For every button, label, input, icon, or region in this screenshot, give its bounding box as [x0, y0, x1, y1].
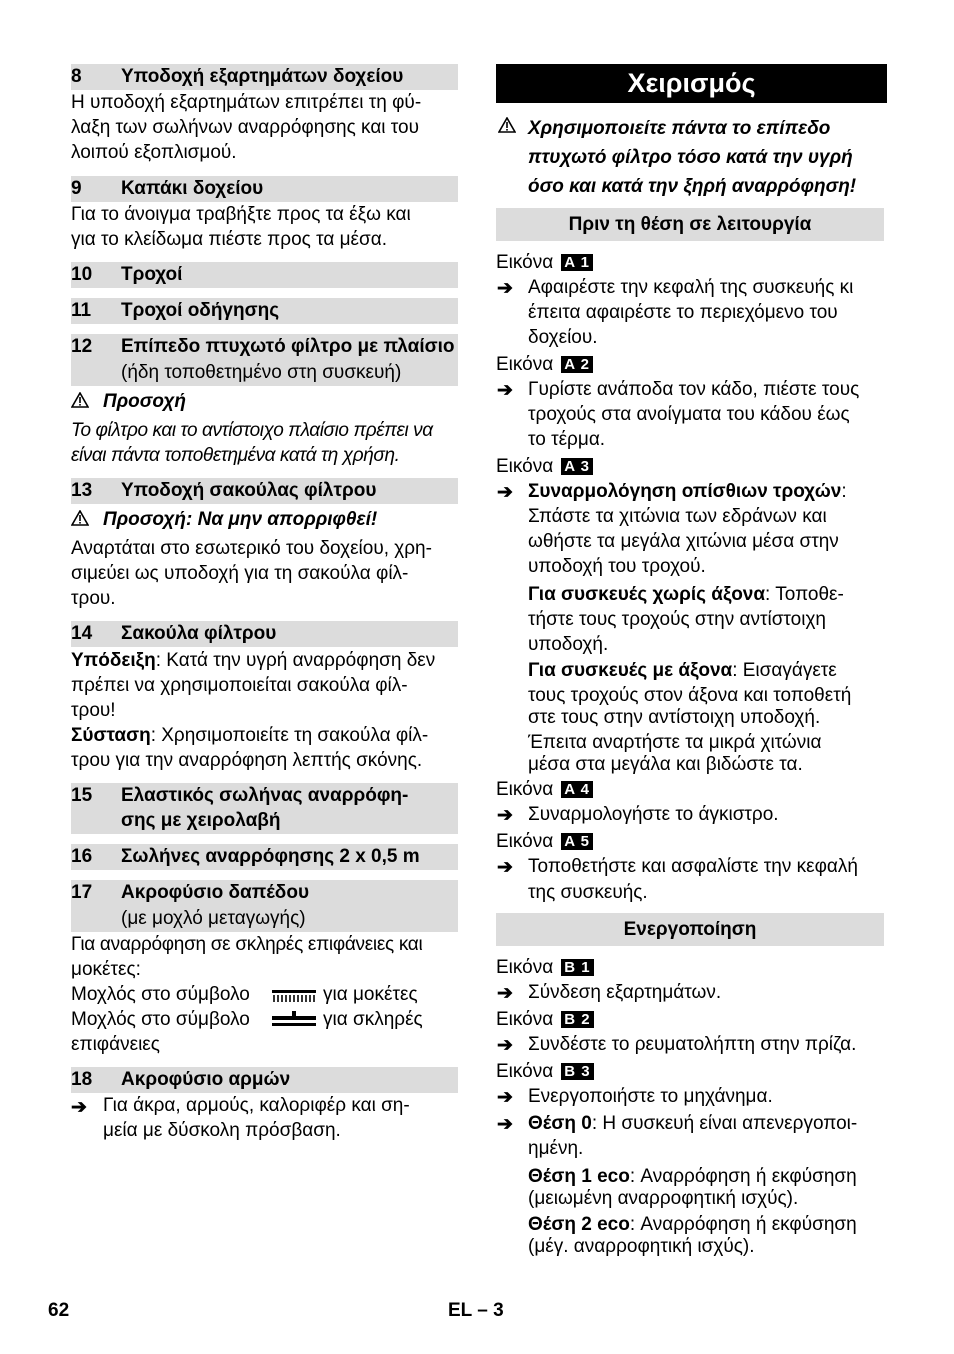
figure-ref: [496, 955, 594, 980]
text-line: Συνδέστε το ρευματολήπτη στην πρίζα.: [528, 1034, 857, 1055]
position-label: Θέση 0: [528, 1113, 592, 1134]
warning-icon: [71, 510, 89, 526]
arrow-right-icon: ➔: [497, 1114, 513, 1135]
figure-badge: B 3: [561, 1063, 593, 1080]
arrow-right-icon: ➔: [497, 983, 513, 1004]
text-line: λαξη των σωλήνων αναρρόφησης και του: [71, 117, 419, 138]
section-title: Σακούλα φίλτρου: [121, 623, 277, 644]
section-subtitle: (ήδη τοποθετημένο στη συσκευή): [121, 362, 402, 383]
section-8-header: [71, 64, 458, 90]
section-number: 17: [71, 882, 93, 903]
section-title: Τροχοί: [121, 264, 183, 285]
text-line: Για άκρα, αρμούς, καλοριφέρ και ση-: [103, 1095, 410, 1116]
text-line: Αφαιρέστε την κεφαλή της συσκευής κι: [528, 277, 854, 298]
warning-text: όσο και κατά την ξηρή αναρρόφηση!: [528, 176, 857, 197]
figure-label: Εικόνα: [496, 1009, 554, 1030]
figure-ref: [496, 454, 593, 479]
section-10-header: [71, 262, 458, 288]
section-number: 14: [71, 623, 93, 644]
warning-label: Προσοχή: Να μην απορριφθεί!: [103, 509, 378, 530]
text-line: Ενεργοποιήστε το μηχάνημα.: [528, 1086, 773, 1107]
figure-ref: [496, 352, 593, 377]
text-line: της συσκευής.: [528, 882, 648, 903]
figure-ref: [496, 777, 593, 802]
figure-badge: A 5: [561, 833, 593, 850]
text-line: τρου για την αναρρόφηση λεπτής σκόνης.: [71, 750, 423, 771]
hint-text: : Κατά την υγρή αναρρόφηση δεν: [155, 650, 436, 671]
text-line: στε τους στην αντίστοιχη υποδοχή.: [528, 707, 821, 728]
figure-label: Εικόνα: [496, 779, 554, 800]
figure-ref: [496, 1007, 594, 1032]
text-line: Για το άνοιγμα τραβήξτε προς τα έξω και: [71, 204, 411, 225]
section-subtitle: (με μοχλό μεταγωγής): [121, 908, 306, 929]
section-number: 8: [71, 66, 82, 87]
page-title: Χειρισμός: [496, 64, 887, 103]
warning-text: πτυχωτό φίλτρο τόσο κατά την υγρή: [528, 147, 853, 168]
figure-label: Εικόνα: [496, 456, 554, 477]
text-line: τους τροχούς στον άξονα και τοποθετή: [528, 685, 852, 706]
text-line: ημένη.: [528, 1138, 584, 1159]
figure-badge: B 1: [561, 959, 593, 976]
colon: :: [841, 481, 847, 502]
text-line: λοιπού εξοπλισμού.: [71, 142, 237, 163]
text-line: τήστε τους τροχούς στην αντίστοιχη: [528, 609, 826, 630]
text-line: πρέπει να χρησιμοποιείται σακούλα φίλ-: [71, 675, 408, 696]
lever-line-2-end: για σκληρές: [323, 1009, 423, 1030]
recommendation-text: : Χρησιμοποιείτε τη σακούλα φίλ-: [150, 725, 429, 746]
section-title: Υποδοχή εξαρτημάτων δοχείου: [121, 66, 404, 87]
hint-line: [71, 648, 435, 673]
text: : Αναρρόφηση ή εκφύσηση: [629, 1214, 857, 1235]
text-line: μέσα στα μεγάλα και βιδώστε τα.: [528, 754, 803, 775]
figure-label: Εικόνα: [496, 1061, 554, 1082]
text-line: [528, 479, 847, 504]
text-line: υποδοχή.: [528, 634, 609, 655]
text-line: ωθήστε τα μεγάλα χιτώνια μέσα στην: [528, 531, 839, 552]
text-line: [528, 658, 837, 683]
bold-heading: Συναρμολόγηση οπίσθιων τροχών: [528, 481, 842, 502]
text-line: υποδοχή του τροχού.: [528, 556, 706, 577]
section-title: Τροχοί οδήγησης: [121, 300, 280, 321]
text-line: επιφάνειες: [71, 1034, 160, 1055]
section-title: Επίπεδο πτυχωτό φίλτρο με πλαίσιο: [121, 336, 455, 357]
position-label: Θέση 2 eco: [528, 1214, 630, 1235]
figure-badge: A 3: [561, 458, 593, 475]
text-line: μοκέτες:: [71, 959, 141, 980]
section-number: 16: [71, 846, 93, 867]
section-number: 12: [71, 336, 93, 357]
text-line: Τοποθετήστε και ασφαλίστε την κεφαλή: [528, 856, 858, 877]
text-line: Συναρμολογήστε το άγκιστρο.: [528, 804, 779, 825]
section-page: 3: [493, 1300, 504, 1321]
section-title: Ελαστικός σωλήνας αναρρόφη-: [121, 785, 409, 806]
arrow-right-icon: ➔: [497, 1087, 513, 1108]
lever-line-1: Μοχλός στο σύμβολο: [71, 984, 250, 1005]
section-number: 10: [71, 264, 93, 285]
figure-badge: A 2: [561, 356, 593, 373]
section-power-on: Ενεργοποίηση: [496, 913, 884, 946]
text-line: Η υποδοχή εξαρτημάτων επιτρέπει τη φύ-: [71, 92, 422, 113]
figure-label: Εικόνα: [496, 252, 554, 273]
warning-icon: [498, 117, 516, 133]
arrow-right-icon: ➔: [497, 1035, 513, 1056]
section-before-operation: Πριν τη θέση σε λειτουργία: [496, 208, 884, 241]
text-line: δοχείου.: [528, 327, 598, 348]
figure-label: Εικόνα: [496, 957, 554, 978]
section-16-header: [71, 844, 458, 870]
section-11-header: [71, 298, 458, 324]
text-line: για το κλείδωμα πιέστε προς τα μέσα.: [71, 229, 387, 250]
text-line: Σύνδεση εξαρτημάτων.: [528, 982, 722, 1003]
hard-floor-symbol-icon: [272, 1011, 318, 1029]
recommendation-label: Σύσταση: [71, 725, 151, 746]
section-17-header: [71, 880, 458, 932]
text-line: [528, 582, 844, 607]
text-line: Έπειτα αναρτήστε τα μικρά χιτώνια: [528, 732, 822, 753]
carpet-symbol-icon: [272, 986, 318, 1004]
text-line: Το φίλτρο και το αντίστοιχο πλαίσιο πρέπει να: [71, 420, 433, 441]
section-number: 18: [71, 1069, 93, 1090]
arrow-right-icon: ➔: [497, 380, 513, 401]
section-13-header: [71, 478, 458, 504]
text: : Εισαγάγετε: [732, 660, 837, 681]
figure-label: Εικόνα: [496, 354, 554, 375]
text-line: τροχούς στα ανοίγματα του κάδου έως: [528, 404, 850, 425]
figure-ref: [496, 250, 593, 275]
section-9-header: [71, 176, 458, 202]
bold-heading: Για συσκευές χωρίς άξονα: [528, 584, 766, 605]
section-number: 9: [71, 178, 82, 199]
text-line: (μέγ. αναρροφητική ισχύς).: [528, 1236, 755, 1257]
section-18-header: [71, 1067, 458, 1093]
section-number: 13: [71, 480, 93, 501]
text-line: το τέρμα.: [528, 429, 606, 450]
figure-badge: B 2: [561, 1011, 593, 1028]
figure-ref: [496, 829, 593, 854]
section-number: 15: [71, 785, 93, 806]
text-line: [528, 1111, 857, 1136]
section-15-header: [71, 783, 458, 834]
figure-badge: A 4: [561, 781, 593, 798]
warning-icon: [71, 392, 89, 408]
separator: –: [477, 1300, 488, 1321]
lever-line-2: Μοχλός στο σύμβολο: [71, 1009, 250, 1030]
arrow-right-icon: ➔: [497, 857, 513, 878]
warning-label: Προσοχή: [103, 391, 187, 412]
text-line: μεία με δύσκολη πρόσβαση.: [103, 1120, 341, 1141]
section-title-cont: σης με χειρολαβή: [121, 810, 281, 831]
section-title: Υποδοχή σακούλας φίλτρου: [121, 480, 377, 501]
arrow-right-icon: ➔: [497, 482, 513, 503]
section-title: Σωλήνες αναρρόφησης 2 x 0,5 m: [121, 846, 420, 867]
language-code: [448, 1300, 504, 1322]
hint-label: Υπόδειξη: [71, 650, 156, 671]
section-title: Ακροφύσιο αρμών: [121, 1069, 291, 1090]
lang: EL: [448, 1300, 472, 1321]
text-line: Για αναρρόφηση σε σκληρές επιφάνειες και: [71, 934, 423, 955]
text-line: Σπάστε τα χιτώνια των εδράνων και: [528, 506, 827, 527]
arrow-right-icon: ➔: [497, 278, 513, 299]
text-line: σιμεύει ως υποδοχή για τη σακούλα φίλ-: [71, 563, 409, 584]
text-line: έπειτα αφαιρέστε το περιεχόμενο του: [528, 302, 838, 323]
arrow-right-icon: ➔: [497, 805, 513, 826]
text: : Αναρρόφηση ή εκφύσηση: [629, 1166, 857, 1187]
section-title: Καπάκι δοχείου: [121, 178, 264, 199]
position-label: Θέση 1 eco: [528, 1166, 630, 1187]
warning-text: Χρησιμοποιείτε πάντα το επίπεδο: [528, 118, 831, 139]
text: : Η συσκευή είναι απενεργοποι-: [591, 1113, 858, 1134]
text-line: (μειωμένη αναρροφητική ισχύς).: [528, 1188, 799, 1209]
lever-line-1-end: για μοκέτες: [323, 984, 418, 1005]
arrow-right-icon: ➔: [71, 1097, 87, 1118]
text-line: Γυρίστε ανάποδα τον κάδο, πιέστε τους: [528, 379, 860, 400]
section-14-header: [71, 621, 458, 647]
section-12-header: [71, 334, 458, 386]
page-number: 62: [48, 1300, 70, 1321]
section-number: 11: [71, 300, 92, 321]
figure-ref: [496, 1059, 594, 1084]
text-line: τρου!: [71, 700, 116, 721]
recommendation-line: [71, 723, 428, 748]
figure-label: Εικόνα: [496, 831, 554, 852]
text-line: είναι πάντα τοποθετημένα κατά τη χρήση.: [71, 445, 400, 466]
bold-heading: Για συσκευές με άξονα: [528, 660, 733, 681]
text: : Τοποθε-: [765, 584, 844, 605]
text-line: τρου.: [71, 588, 116, 609]
text-line: Αναρτάται στο εσωτερικό του δοχείου, χρη-: [71, 538, 432, 559]
section-title: Ακροφύσιο δαπέδου: [121, 882, 309, 903]
figure-badge: A 1: [561, 254, 593, 271]
